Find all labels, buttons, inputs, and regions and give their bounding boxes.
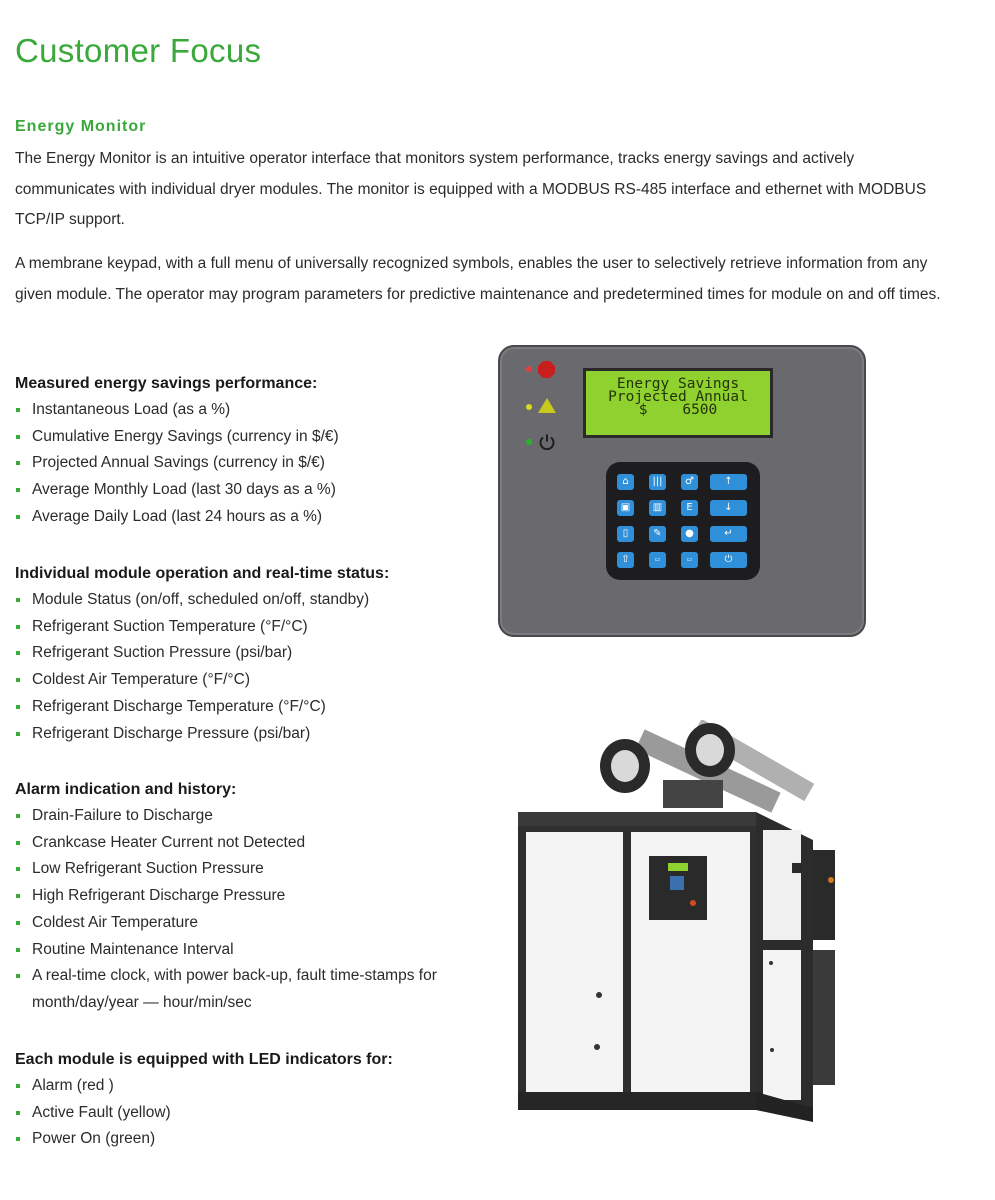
list-item: Active Fault (yellow) xyxy=(15,1100,485,1127)
warning-triangle-icon xyxy=(538,398,556,413)
reset-key-icon[interactable]: ▭ xyxy=(681,552,698,568)
power-icon xyxy=(538,433,556,451)
list-item: Average Monthly Load (last 30 days as a %) xyxy=(15,477,485,504)
energy-savings-group xyxy=(15,373,485,531)
bullet-icon xyxy=(16,408,20,412)
modules-key-icon[interactable]: ||| xyxy=(649,474,666,490)
membrane-keypad xyxy=(606,462,760,580)
page-title: Customer Focus xyxy=(15,32,262,70)
lcd-line: Energy Savings xyxy=(616,376,740,392)
energy-key-icon[interactable]: E xyxy=(681,500,698,516)
filter-key-icon[interactable]: ▯ xyxy=(617,526,634,542)
stop-key-icon[interactable]: ● xyxy=(681,526,698,542)
bullet-list xyxy=(15,1073,485,1153)
dryer-unit-illustration xyxy=(513,720,853,1130)
bullet-icon xyxy=(16,814,20,818)
list-item: Refrigerant Discharge Temperature (°F/°C) xyxy=(15,694,485,721)
bullet-icon xyxy=(16,625,20,629)
cabinet-icon xyxy=(518,812,835,1122)
bullet-icon xyxy=(16,678,20,682)
list-item: Average Daily Load (last 24 hours as a %) xyxy=(15,504,485,531)
list-item: Alarm (red ) xyxy=(15,1073,485,1100)
list-item: Drain-Failure to Discharge xyxy=(15,803,485,830)
group-heading: Measured energy savings performance: xyxy=(15,375,318,392)
bullet-icon xyxy=(16,948,20,952)
bullet-icon xyxy=(16,651,20,655)
arrow-up-key-icon[interactable]: ↑ xyxy=(710,474,747,490)
wrench-key-icon[interactable]: ♂ xyxy=(681,474,698,490)
bullet-icon xyxy=(16,435,20,439)
list-item: Projected Annual Savings (currency in $/€) xyxy=(15,450,485,477)
shift-key-icon[interactable]: ⇧ xyxy=(617,552,634,568)
list-item: Module Status (on/off, scheduled on/off, standby) xyxy=(15,587,485,614)
energy-monitor-panel xyxy=(498,345,866,637)
list-item: Refrigerant Suction Pressure (psi/bar) xyxy=(15,640,485,667)
chart-key-icon[interactable]: ▥ xyxy=(649,500,666,516)
group-heading: Each module is equipped with LED indicators for: xyxy=(15,1051,393,1068)
keypad-paragraph: A membrane keypad, with a full menu of universally recognized symbols, enables the user to selectively retrieve information from any given module. The operator may program parameters for predictive maintenance and predetermined times for module on and off times. xyxy=(15,255,941,303)
fault-led-icon xyxy=(526,404,532,410)
list-item: Refrigerant Suction Temperature (°F/°C) xyxy=(15,614,485,641)
list-item: Coldest Air Temperature xyxy=(15,910,485,937)
bullet-icon xyxy=(16,867,20,871)
bullet-list xyxy=(15,397,485,531)
bullet-icon xyxy=(16,1111,20,1115)
module-status-group xyxy=(15,563,485,747)
escape-key-icon[interactable]: ▭ xyxy=(649,552,666,568)
lcd-line: Projected Annual xyxy=(608,389,748,405)
bullet-icon xyxy=(16,705,20,709)
bullet-icon xyxy=(16,515,20,519)
tools-key-icon[interactable]: ✎ xyxy=(649,526,666,542)
bullet-icon xyxy=(16,894,20,898)
alarm-icon xyxy=(538,361,555,378)
alarm-led-icon xyxy=(526,366,532,372)
bullet-icon xyxy=(16,598,20,602)
list-item: A real-time clock, with power back-up, fault time-stamps for month/day/year — hour/min/sec xyxy=(15,963,472,1016)
power-led-icon xyxy=(526,439,532,445)
group-heading: Individual module operation and real-time status: xyxy=(15,565,390,582)
power-key-icon[interactable]: ⏻ xyxy=(710,552,747,568)
bullet-icon xyxy=(16,921,20,925)
bullet-list xyxy=(15,587,485,747)
lcd-line: $ 6500 xyxy=(638,402,718,418)
list-item: Instantaneous Load (as a %) xyxy=(15,397,485,424)
list-item: Refrigerant Discharge Pressure (psi/bar) xyxy=(15,721,485,748)
section-heading: Energy Monitor xyxy=(15,118,147,135)
list-item: Crankcase Heater Current not Detected xyxy=(15,830,485,857)
bullet-icon xyxy=(16,461,20,465)
lcd-display xyxy=(583,368,773,438)
arrow-down-key-icon[interactable]: ↓ xyxy=(710,500,747,516)
pipe-flange-icon xyxy=(600,720,814,813)
alarm-history-group xyxy=(15,779,485,1017)
group-heading: Alarm indication and history: xyxy=(15,781,237,798)
list-item: Power On (green) xyxy=(15,1126,485,1153)
list-item: Coldest Air Temperature (°F/°C) xyxy=(15,667,485,694)
calendar-key-icon[interactable]: ▣ xyxy=(617,500,634,516)
bullet-icon xyxy=(16,732,20,736)
list-item: Routine Maintenance Interval xyxy=(15,937,485,964)
intro-paragraph: The Energy Monitor is an intuitive operator interface that monitors system performance, tracks energy savings and actively communicates with individual dryer modules. The monitor is equipped with a MODBUS RS-485 interface and ethernet with MODBUS TCP/IP support. xyxy=(15,150,927,228)
led-indicators-group xyxy=(15,1049,485,1153)
bullet-icon xyxy=(16,1084,20,1088)
list-item: High Refrigerant Discharge Pressure xyxy=(15,883,485,910)
bullet-list xyxy=(15,803,485,1017)
list-item: Cumulative Energy Savings (currency in $/€) xyxy=(15,424,485,451)
home-key-icon[interactable]: ⌂ xyxy=(617,474,634,490)
bullet-icon xyxy=(16,974,20,978)
bullet-icon xyxy=(16,1137,20,1141)
list-item: Low Refrigerant Suction Pressure xyxy=(15,856,485,883)
bullet-icon xyxy=(16,841,20,845)
enter-key-icon[interactable]: ↵ xyxy=(710,526,747,542)
bullet-icon xyxy=(16,488,20,492)
